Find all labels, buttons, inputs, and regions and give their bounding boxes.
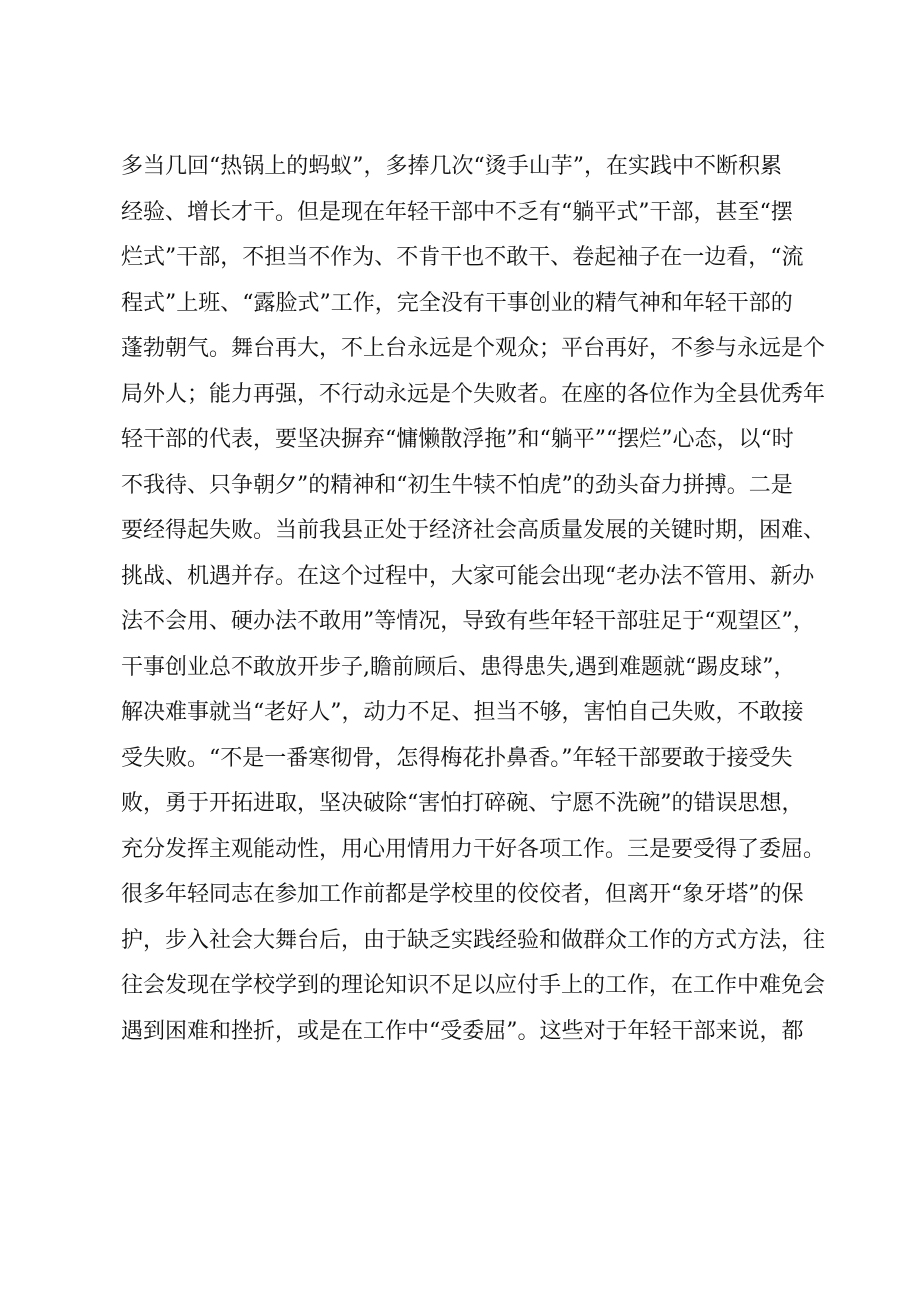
text-line: 挑战、机遇并存。在这个过程中，大家可能会出现“老办法不管用、新办 bbox=[121, 563, 815, 589]
text-line: 多当几回“热锅上的蚂蚁”，多捧几次“烫手山芋”，在实践中不断积累 bbox=[121, 154, 782, 179]
text-line: 不我待、只争朝夕”的精神和“初生牛犊不怕虎”的劲头奋力拼搏。二是 bbox=[121, 472, 793, 498]
text-line: 轻干部的代表，要坚决摒弃“慵懒散浮拖”和“躺平”“摆烂”心态，以“时 bbox=[121, 427, 794, 452]
text-line: 解决难事就当“老好人”，动力不足、担当不够，害怕自己失败，不敢接 bbox=[121, 700, 804, 725]
text-line: 烂式”干部，不担当不作为、不肯干也不敢干、卷起袖子在一边看，“流 bbox=[121, 245, 804, 270]
text-line: 要经得起失败。当前我县正处于经济社会高质量发展的关键时期，困难、 bbox=[121, 518, 826, 543]
text-line: 经验、增长才干。但是现在年轻干部中不乏有“躺平式”干部，甚至“摆 bbox=[121, 199, 793, 225]
body-paragraph bbox=[121, 144, 826, 1054]
text-line: 很多年轻同志在参加工作前都是学校里的佼佼者，但离开“象牙塔”的保 bbox=[121, 882, 804, 907]
text-line: 程式”上班、“露脸式”工作，完全没有干事创业的精气神和年轻干部的 bbox=[121, 290, 793, 316]
text-line: 受失败。“不是一番寒彻骨，怎得梅花扑鼻香。”年轻干部要敢于接受失 bbox=[121, 745, 793, 771]
text-line: 遇到困难和挫折，或是在工作中“受委屈”。这些对于年轻干部来说，都 bbox=[121, 1018, 804, 1044]
text-line: 败，勇于开拓进取，坚决破除“害怕打碎碗、宁愿不洗碗”的错误思想， bbox=[121, 791, 804, 816]
text-line: 往会发现在学校学到的理论知识不足以应付手上的工作，在工作中难免会 bbox=[121, 973, 826, 998]
text-line: 干事创业总不敢放开步子,瞻前顾后、患得患失,遇到难题就“踢皮球”， bbox=[121, 654, 796, 680]
text-line: 局外人；能力再强，不行动永远是个失败者。在座的各位作为全县优秀年 bbox=[121, 381, 826, 407]
text-line: 蓬勃朝气。舞台再大，不上台永远是个观众；平台再好，不参与永远是个 bbox=[121, 336, 826, 361]
text-line: 法不会用、硬办法不敢用”等情况，导致有些年轻干部驻足于“观望区”， bbox=[121, 609, 815, 634]
text-line: 充分发挥主观能动性，用心用情用力干好各项工作。三是要受得了委屈。 bbox=[121, 836, 826, 862]
text-line: 护，步入社会大舞台后，由于缺乏实践经验和做群众工作的方式方法，往 bbox=[121, 927, 826, 953]
